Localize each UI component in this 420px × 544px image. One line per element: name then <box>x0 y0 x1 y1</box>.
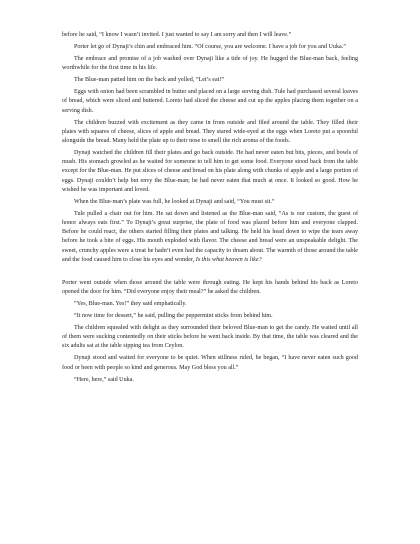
paragraph-7: Dynaji watched the children fill their plates and go back outside. He had never eaten but bits, pieces, and bowls of mush. His stomach growled as he waited for someone to tell him to get some food. Everyone stood back from the table except for the Blue-man. He put slices of cheese and bread on his plate along with chunks of apple and a large portion of eggs. Dynaji couldn’t help but envy the Blue-man; he had never eaten that much at once. It looked so good. How he wished he was important and loved. <box>62 150 358 193</box>
paragraph-8: When the Blue-man’s plate was full, he looked at Dynaji and said, “You must sit.” <box>74 198 275 205</box>
paragraph-11: “Yes, Blue-man. Yes!” they said emphatically. <box>74 301 187 308</box>
paragraph-2: Porter let go of Dynaji’s chin and embraced him. “Of course, you are welcome. I have a job for you and Uuka.” <box>74 44 346 50</box>
paragraph-15: “Here, here,” said Uuka. <box>74 376 134 383</box>
paragraph-12: “It now time for dessert,” he said, pulling the peppermint sticks from behind him. <box>74 313 273 320</box>
paragraph-6: The children buzzed with excitement as they came in from outside and filed around the table. They filled their plates with squares of cheese, slices of apple and bread. They stared wide-eyed at the eggs when Loreto put a spoonful alongside the bread. Many held the plate up to their nose to smell the rich aroma of the foods. <box>62 119 358 145</box>
paragraph-4: The Blue-man patted him on the back and yelled, “Let’s eat!” <box>74 77 225 84</box>
section-break <box>62 268 358 279</box>
paragraph-5: Eggs with onion had been scrambled in butter and placed on a large serving dish. Tule had purchased several loaves of bread, which were sliced and buttered. Loreto had sliced the cheese and cut up the apples placing them together on a serving dish. <box>62 89 358 114</box>
paragraph-10: Porter went outside when those around the table were through eating. He kept his hands behind his back as Loreto opened the door for him. “Did everyone enjoy their meal?” he asked the children. <box>62 279 358 296</box>
paragraph-1: before he said, “I know I wasn’t invited. I just wanted to say I am sorry and then I will leave.” <box>62 32 292 38</box>
paragraph-9-italic: Is this what heaven is like? <box>195 256 262 263</box>
paragraph-3: The embrace and promise of a job washed over Dynaji like a tide of joy. He hugged the Blue-man back, feeling worthwhile for the first time in his life. <box>62 56 358 72</box>
paragraph-9 <box>62 210 358 265</box>
paragraph-14: Dynaji stood and waited for everyone to be quiet. When stillness ruled, he began, “I have never eaten such good food or been with people so kind and generous. May God bless you all.” <box>62 355 358 371</box>
paragraph-9-text: Tule pulled a chair out for him. He sat down and listened as the Blue-man said, “As is our custom, the guest of honor always eats first.” To Dynaji’s great surprise, the plate of food was placed before him and everyone clapped. Before he could react, the others started filling their plates and talking. He held his head down to wipe the tears away before he took a bite of eggs. His mouth exploded with flavor. The cheese and bread were an unspeakable delight. The sweet, crunchy apples were a treat he hadn’t even had the capacity to dream about. The warmth of those around the table and the food caused him to close his eyes and wonder, <box>62 210 358 263</box>
paragraph-13: The children squealed with delight as they surrounded their beloved Blue-man to get the candy. He waited until all of them were sucking contentedly on their sticks before he went back inside. By that time, the table was cleared and the six adults sat at the table sipping tea from Ceylon. <box>62 325 358 350</box>
